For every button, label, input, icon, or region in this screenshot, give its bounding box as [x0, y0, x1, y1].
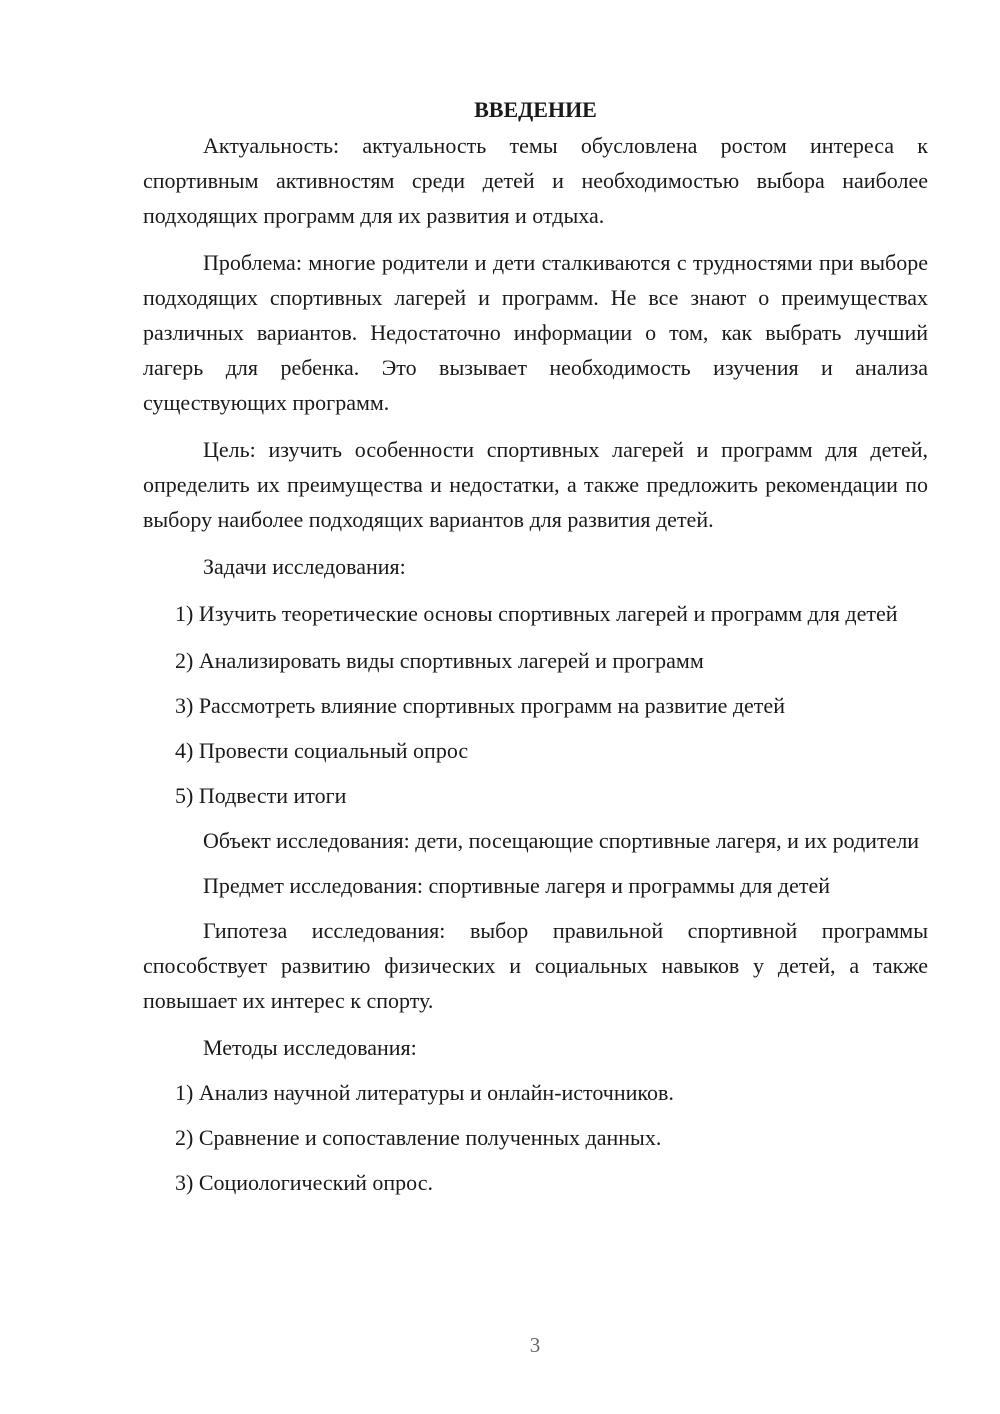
list-item-task-4: 4) Провести социальный опрос	[175, 738, 469, 763]
list-item-method-3: 3) Социологический опрос.	[175, 1170, 433, 1195]
list-item-task-5: 5) Подвести итоги	[175, 783, 347, 808]
list-item-task-3: 3) Рассмотреть влияние спортивных программ на развитие детей	[175, 693, 785, 718]
paragraph-goal: Цель: изучить особенности спортивных лагерей и программ для детей, определить их преимущества и недостатки, а также предложить рекомендации по выбору наиболее подходящих вариантов для развития детей.	[143, 437, 928, 532]
methods-heading: Методы исследования:	[203, 1035, 417, 1060]
list-item-task-2: 2) Анализировать виды спортивных лагерей и программ	[175, 648, 704, 673]
section-title: ВВЕДЕНИЕ	[474, 97, 597, 122]
list-item-task-1: 1) Изучить теоретические основы спортивных лагерей и программ для детей	[175, 601, 898, 626]
paragraph-hypothesis: Гипотеза исследования: выбор правильной спортивной программы способствует развитию физических и социальных навыков у детей, а также повышает их интерес к спорту.	[143, 918, 928, 1013]
list-item-method-1: 1) Анализ научной литературы и онлайн-источников.	[175, 1080, 674, 1105]
list-item-method-2: 2) Сравнение и сопоставление полученных данных.	[175, 1125, 662, 1150]
document-page	[143, 92, 928, 1200]
paragraph-relevance: Актуальность: актуальность темы обусловлена ростом интереса к спортивным активностям среди детей и необходимостью выбора наиболее подходящих программ для их развития и отдыха.	[143, 133, 928, 228]
page-number: 3	[529, 1333, 541, 1357]
paragraph-subject: Предмет исследования: спортивные лагеря и программы для детей	[203, 873, 831, 898]
paragraph-object: Объект исследования: дети, посещающие спортивные лагеря, и их родители	[203, 828, 920, 853]
tasks-heading: Задачи исследования:	[203, 554, 406, 579]
paragraph-problem: Проблема: многие родители и дети сталкиваются с трудностями при выборе подходящих спортивных лагерей и программ. Не все знают о преимуществах различных вариантов. Недостаточно информации о том, как выбрать лучший лагерь для ребенка. Это вызывает необходимость изучения и анализа существующих программ.	[143, 250, 928, 415]
